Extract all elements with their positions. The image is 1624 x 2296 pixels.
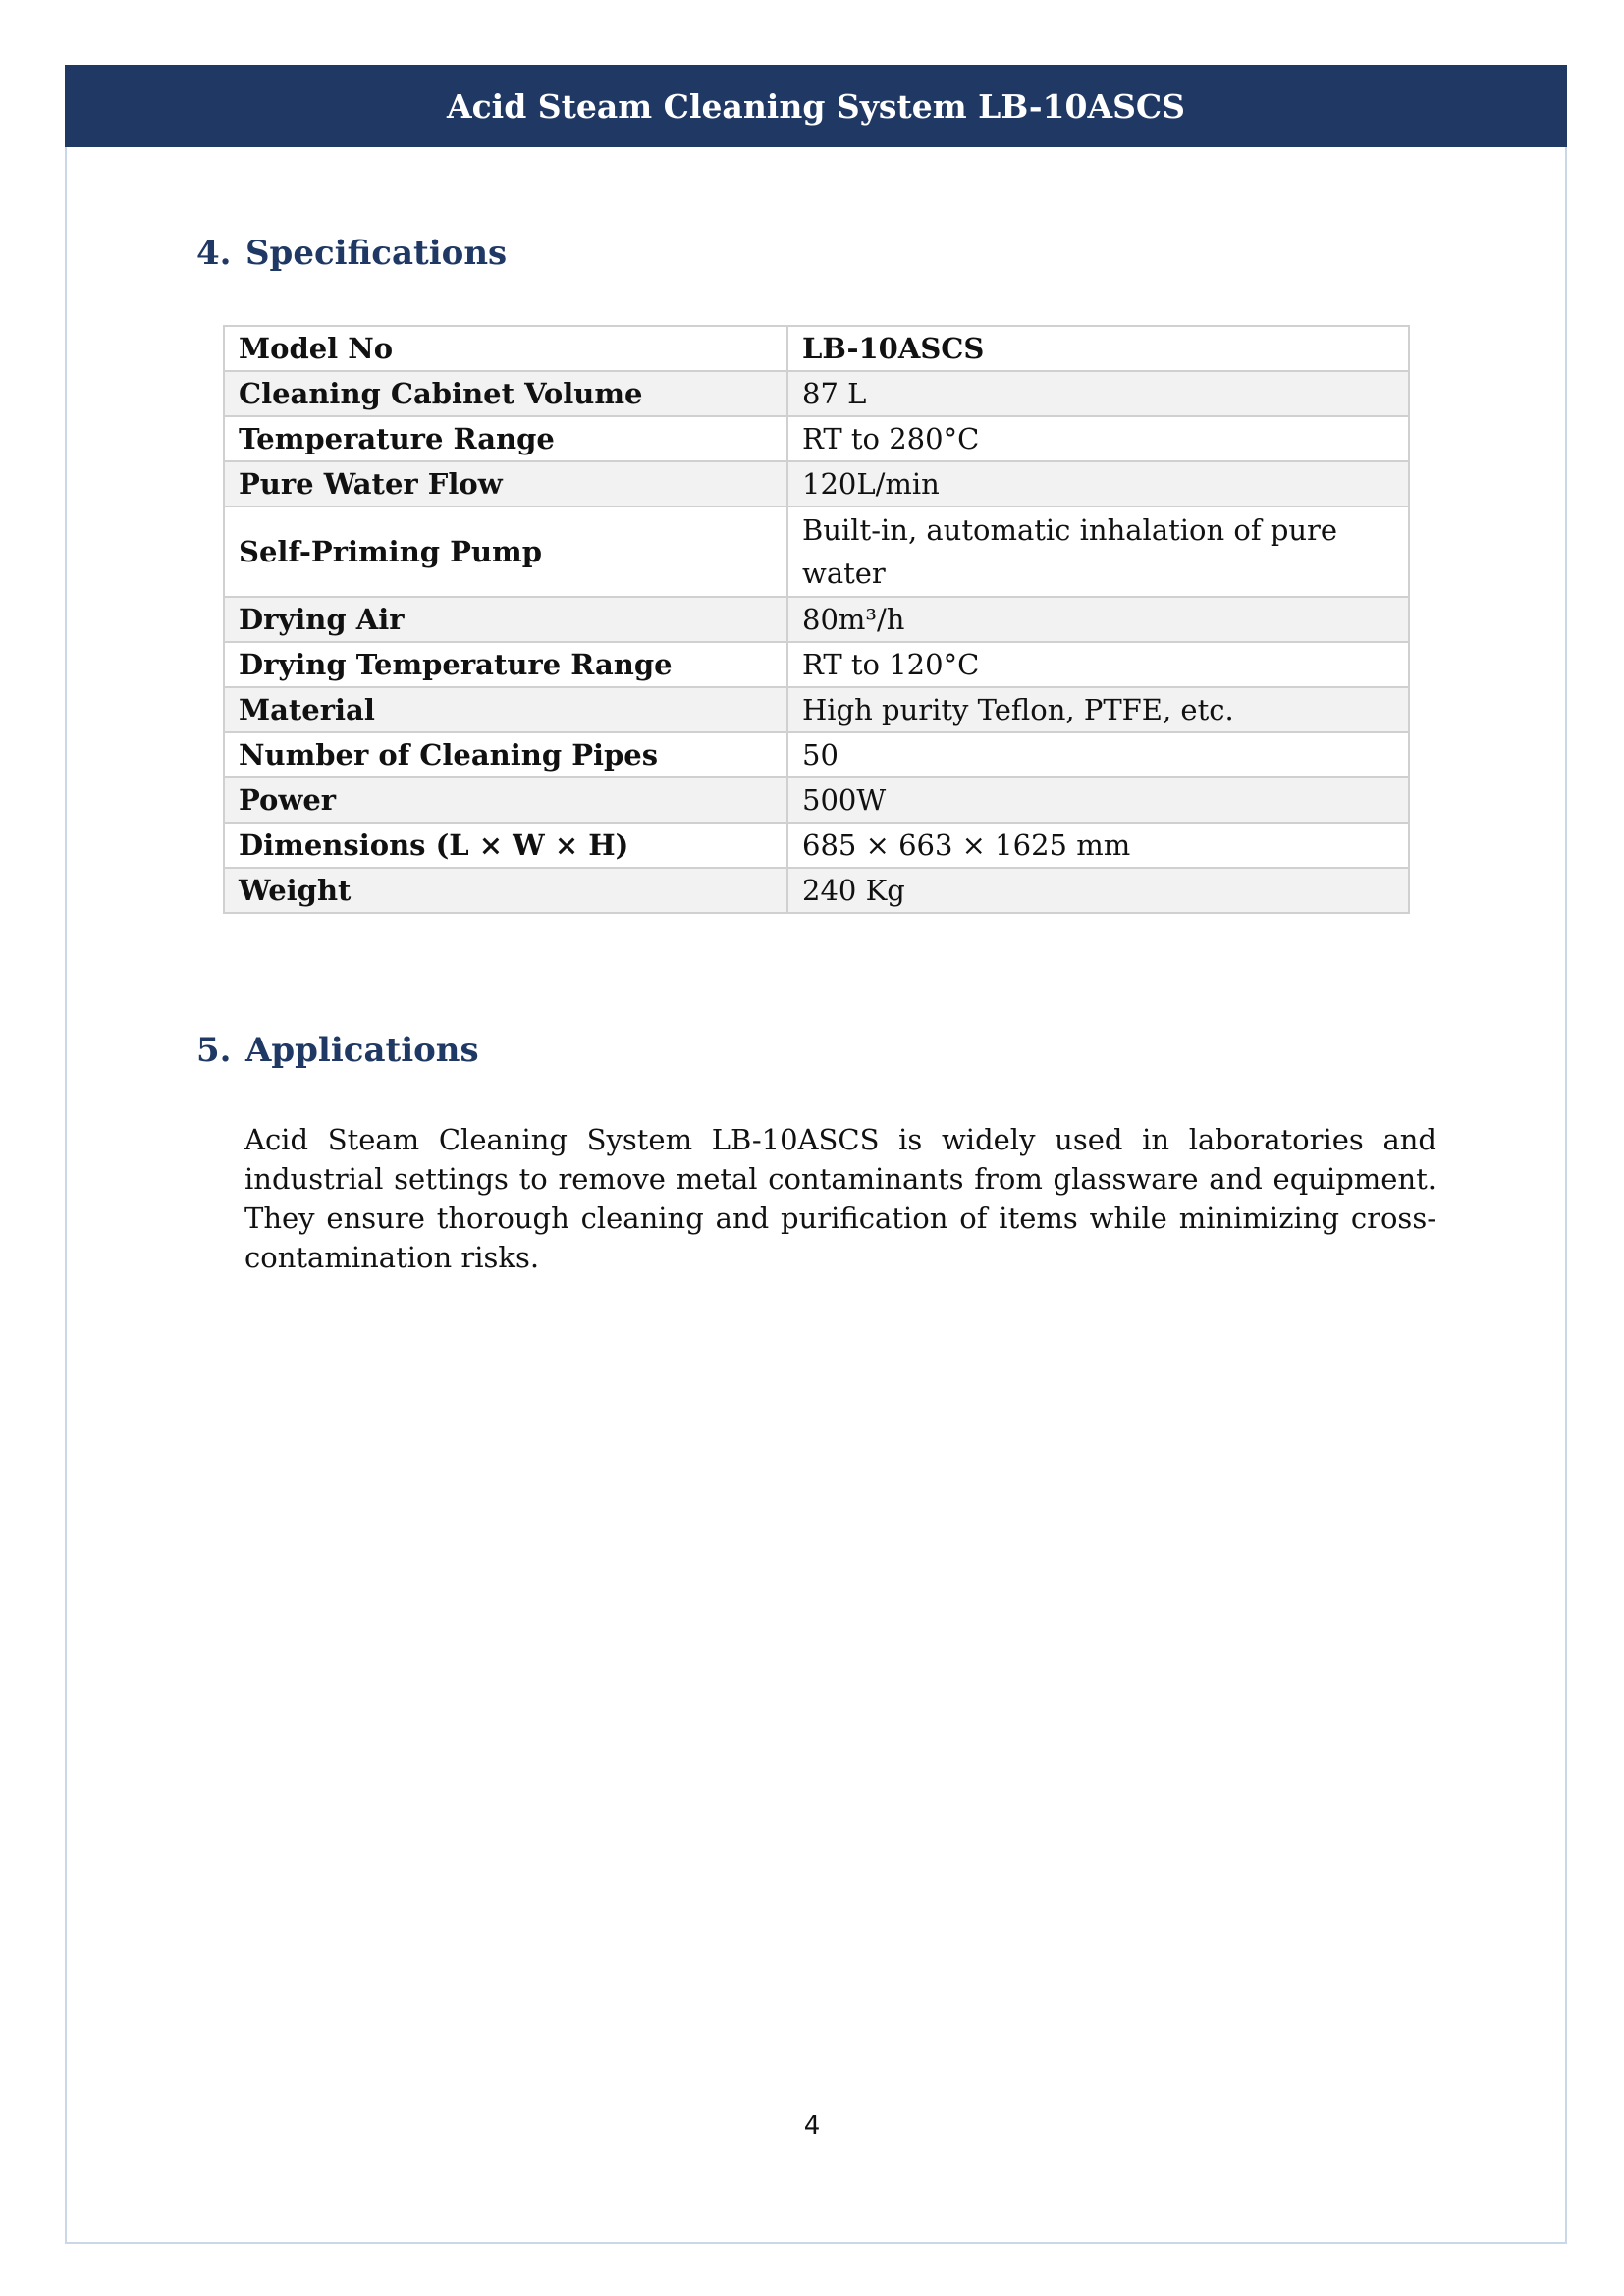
specifications-heading (196, 234, 507, 273)
section-number: 5. (196, 1031, 232, 1070)
spec-value: 80m³/h (787, 597, 1409, 642)
table-row (224, 461, 1409, 507)
spec-value: RT to 120°C (787, 642, 1409, 687)
spec-label: Self-Priming Pump (224, 507, 787, 597)
spec-value: 50 (787, 732, 1409, 777)
spec-value: 87 L (787, 371, 1409, 416)
spec-label: Pure Water Flow (224, 461, 787, 507)
spec-label: Material (224, 687, 787, 732)
spec-label: Power (224, 777, 787, 823)
table-row (224, 777, 1409, 823)
table-row (224, 687, 1409, 732)
table-row (224, 326, 1409, 371)
spec-label: Weight (224, 868, 787, 913)
section-title: Specifications (245, 234, 508, 273)
table-row (224, 597, 1409, 642)
table-row (224, 416, 1409, 461)
table-row (224, 642, 1409, 687)
spec-label: Temperature Range (224, 416, 787, 461)
table-row (224, 732, 1409, 777)
table-row (224, 507, 1409, 597)
spec-value: 685 × 663 × 1625 mm (787, 823, 1409, 868)
spec-value: LB-10ASCS (787, 326, 1409, 371)
page-number: 4 (803, 2111, 821, 2141)
table-row (224, 868, 1409, 913)
specifications-table (223, 325, 1410, 914)
spec-label: Dimensions (L × W × H) (224, 823, 787, 868)
spec-value: 240 Kg (787, 868, 1409, 913)
section-title: Applications (245, 1031, 479, 1070)
spec-label: Cleaning Cabinet Volume (224, 371, 787, 416)
spec-value: High purity Teflon, PTFE, etc. (787, 687, 1409, 732)
spec-label: Number of Cleaning Pipes (224, 732, 787, 777)
spec-label: Drying Temperature Range (224, 642, 787, 687)
spec-value: 120L/min (787, 461, 1409, 507)
spec-value: Built-in, automatic inhalation of pure water (787, 507, 1409, 597)
section-number: 4. (196, 234, 232, 273)
spec-value: 500W (787, 777, 1409, 823)
spec-value: RT to 280°C (787, 416, 1409, 461)
applications-paragraph: Acid Steam Cleaning System LB-10ASCS is widely used in laboratories and industrial settings to remove metal contaminants from glassware and equipment. They ensure thorough cleaning and purification of items while minimizing cross-contamination risks. (244, 1123, 1436, 1274)
spec-label: Model No (224, 326, 787, 371)
table-row (224, 823, 1409, 868)
spec-label: Drying Air (224, 597, 787, 642)
table-row (224, 371, 1409, 416)
document-title: Acid Steam Cleaning System LB-10ASCS (446, 86, 1185, 126)
header-bar (65, 65, 1567, 147)
applications-heading (196, 1031, 479, 1070)
